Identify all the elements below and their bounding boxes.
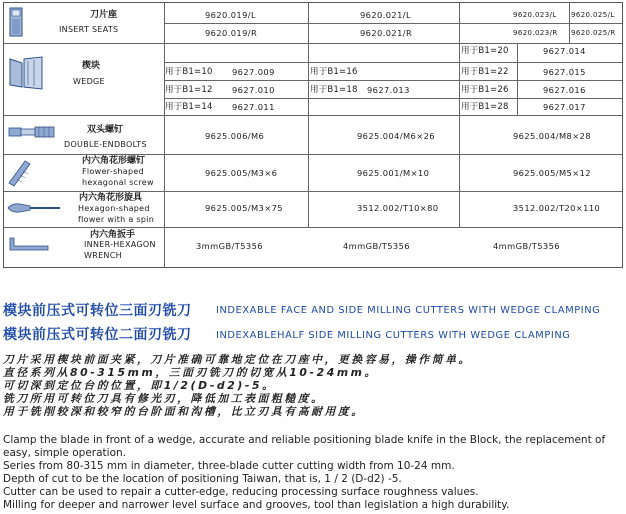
b1-label: 用于B1=20 — [461, 46, 509, 56]
column-divider — [164, 3, 165, 267]
row-divider — [4, 43, 622, 44]
screw-code: 9625.005/M5×12 — [513, 168, 591, 178]
double-end-bolts-name-zh: 双头螺钉 — [87, 125, 124, 135]
bolt-code: 9625.006/M6 — [205, 131, 265, 141]
insert-seat-code: 9620.023/R — [513, 29, 558, 37]
description-zh-line: 直径系列从80-315mm，三面刃铣刀的切宽从10-24mm。 — [3, 366, 378, 379]
column-divider — [517, 43, 518, 115]
row-divider — [4, 227, 622, 228]
flower-screw-name-en: Flower-shaped — [82, 167, 144, 176]
insert-seat-icon — [9, 7, 23, 37]
flower-screw-name-zh: 内六角花形螺钉 — [82, 156, 146, 166]
row-divider — [4, 154, 622, 155]
subrow-divider — [164, 62, 622, 63]
b1-label: 用于B1=18 — [310, 85, 358, 95]
wedge-name-en: WEDGE — [73, 77, 105, 86]
insert-seat-code: 9620.021/L — [360, 10, 412, 20]
b1-label: 用于B1=28 — [461, 102, 509, 112]
b1-label: 用于B1=10 — [165, 67, 213, 77]
title-two-face-zh: 模块前压式可转位二面刃铣刀 — [3, 327, 192, 343]
b1-label: 用于B1=22 — [461, 67, 509, 77]
row-divider — [4, 115, 622, 116]
title-two-face-en: INDEXABLEHALF SIDE MILLING CUTTERS WITH WEDGE CLAMPING — [216, 330, 571, 341]
column-divider — [569, 3, 570, 43]
wrench-code: 4mmGB/T5356 — [493, 241, 560, 251]
subrow-divider — [164, 98, 622, 99]
insert-seat-code: 9620.023/L — [513, 11, 557, 19]
screwdriver-code: 3512.002/T10×80 — [357, 203, 439, 213]
title-three-face-zh: 模块前压式可转位三面刃铣刀 — [3, 303, 192, 319]
subrow-divider — [164, 23, 622, 24]
screwdriver-name-en: Hexagon-shaped — [78, 204, 150, 213]
screwdriver-icon — [6, 201, 62, 215]
description-zh-line: 铣刀所用可转位刀具有修光刃，降低加工表面粗糙度。 — [3, 392, 325, 405]
description-en-line: Clamp the blade in front of a wedge, accurate and reliable positioning blade knife in the Block, the replacement of — [3, 434, 606, 446]
double-end-bolt-icon — [8, 125, 56, 139]
description-en-line: easy, simple operation. — [3, 447, 127, 459]
wedge-code: 9627.013 — [367, 85, 410, 95]
flower-screw-icon — [6, 159, 34, 187]
screw-code: 9625.005/M3×6 — [205, 168, 278, 178]
screwdriver-code: 3512.002/T20×110 — [513, 203, 601, 213]
title-three-face-en: INDEXABLE FACE AND SIDE MILLING CUTTERS WITH WEDGE CLAMPING — [216, 305, 601, 316]
wedge-code: 9627.009 — [232, 67, 275, 77]
insert-seat-code: 9620.021/R — [360, 28, 413, 38]
b1-label: 用于B1=12 — [165, 85, 213, 95]
insert-seat-code: 9620.019/L — [205, 10, 257, 20]
insert-seat-code: 9620.025/R — [571, 29, 616, 37]
wedge-code: 9627.010 — [232, 85, 275, 95]
wedge-icon — [8, 55, 46, 91]
description-en-line: Depth of cut to be the location of positioning Taiwan, that is, 1 / 2 (D-d2) -5. — [3, 473, 402, 485]
wrench-code: 4mmGB/T5356 — [343, 241, 410, 251]
wedge-code: 9627.016 — [543, 85, 586, 95]
description-en-line: Milling for deeper and narrower level surface and grooves, tool than legislation a high durability. — [3, 499, 510, 511]
insert-seat-code: 9620.019/R — [205, 28, 258, 38]
hex-wrench-name-en: WRENCH — [84, 251, 122, 260]
description-zh-line: 用于铣削较深和较窄的台阶面和沟槽，比立刃具有高耐用度。 — [3, 405, 365, 418]
column-divider — [459, 3, 460, 227]
hex-wrench-name-en: INNER-HEXAGON — [84, 240, 156, 249]
wrench-code: 3mmGB/T5356 — [196, 241, 263, 251]
double-end-bolts-name-en: DOUBLE-ENDBOLTS — [64, 140, 147, 149]
wedge-name-zh: 楔块 — [82, 61, 101, 71]
screwdriver-name-zh: 内六角花形旋具 — [79, 193, 143, 203]
b1-label: 用于B1=26 — [461, 85, 509, 95]
wedge-code: 9627.014 — [543, 46, 586, 56]
insert-seat-code: 9620.025/L — [571, 11, 615, 19]
screw-code: 9625.001/M×10 — [357, 168, 430, 178]
wedge-code: 9627.011 — [232, 102, 275, 112]
insert-seats-name-en: INSERT SEATS — [59, 25, 119, 34]
wedge-code: 9627.017 — [543, 102, 586, 112]
description-zh-line: 刀片采用楔块前面夹紧，刀片准确可靠地定位在刀座中，更换容易，操作简单。 — [3, 353, 472, 366]
hex-wrench-icon — [7, 236, 51, 254]
description-zh-line: 可切深到定位台的位置，即1/2(D-d2)-5。 — [3, 379, 276, 392]
description-en-line: Cutter can be used to repair a cutter-edge, reducing processing surface roughness values. — [3, 486, 479, 498]
wedge-code: 9627.015 — [543, 67, 586, 77]
bolt-code: 9625.004/M6×26 — [357, 131, 435, 141]
flower-screw-name-en: hexagonal screw — [82, 178, 154, 187]
hex-wrench-name-zh: 内六角扳手 — [90, 230, 136, 240]
row-divider — [4, 191, 622, 192]
description-en-line: Series from 80-315 mm in diameter, three-blade cutter cutting width from 10-24 mm. — [3, 460, 455, 472]
insert-seats-name-zh: 刀片座 — [90, 10, 118, 20]
screwdriver-name-en: flower with a spin — [78, 215, 155, 224]
subrow-divider — [164, 80, 622, 81]
column-divider — [308, 3, 309, 227]
b1-label: 用于B1=16 — [310, 67, 358, 77]
screwdriver-code: 9625.005/M3×75 — [205, 203, 283, 213]
b1-label: 用于B1=14 — [165, 102, 213, 112]
bolt-code: 9625.004/M8×28 — [513, 131, 591, 141]
